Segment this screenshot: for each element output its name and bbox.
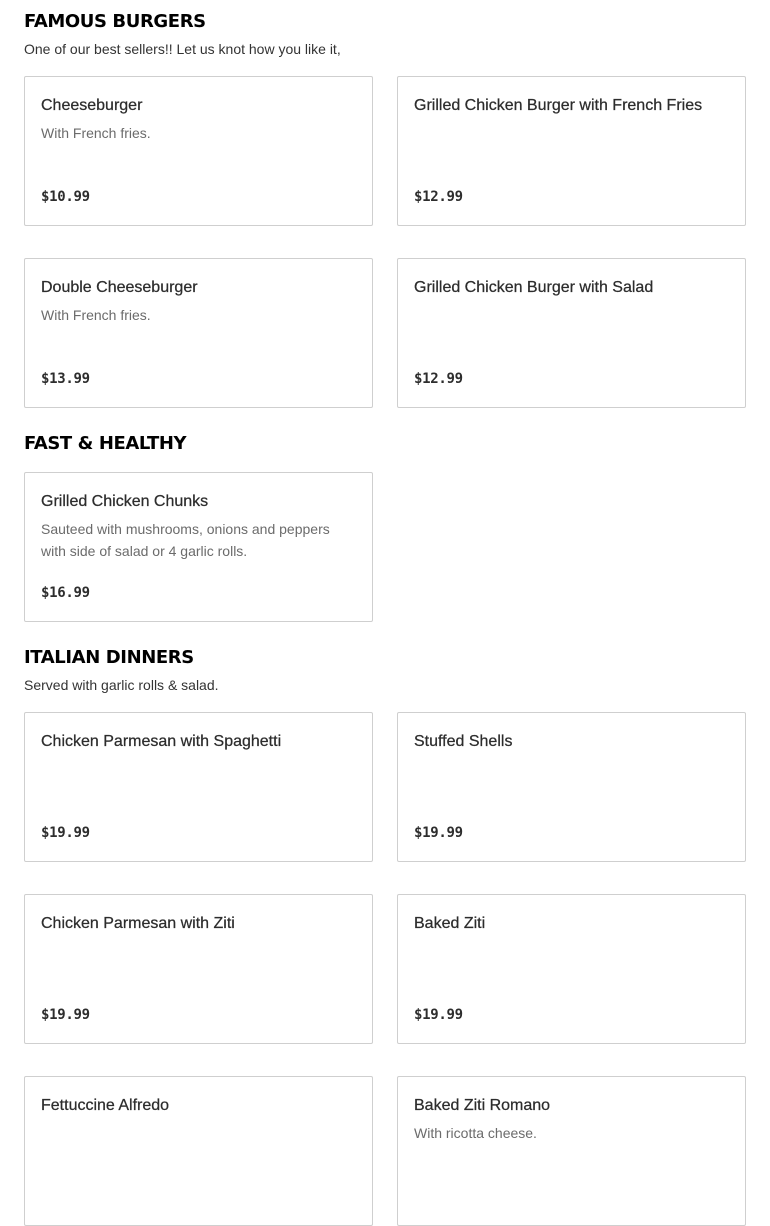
menu-item-price: $19.99 [414,825,463,841]
menu-item-name: Double Cheeseburger [41,279,198,296]
menu-item-name: Chicken Parmesan with Spaghetti [41,733,282,750]
menu-item-name: Fettuccine Alfredo [41,1097,170,1114]
menu-item-name: Baked Ziti Romano [414,1097,551,1114]
menu-item-grid [24,712,746,1226]
menu-item-price: $12.99 [414,371,463,387]
menu-section-italian-dinners [24,647,746,1141]
menu-item-card[interactable] [24,258,373,408]
menu-section-fast-healthy [24,433,746,601]
menu-item-price: $19.99 [414,1007,463,1023]
menu-item-name: Grilled Chicken Chunks [41,493,209,510]
section-title: FAMOUS BURGERS [24,11,206,32]
menu-item-name: Cheeseburger [41,97,143,114]
menu-item-price: $19.99 [41,1007,90,1023]
menu-item-price: $12.99 [414,189,463,205]
menu-item-card[interactable] [24,712,373,862]
section-title: FAST & HEALTHY [24,433,187,454]
menu-item-description: With French fries. [41,307,151,323]
section-description: One of our best sellers!! Let us knot how you like it, [24,41,341,57]
section-description: Served with garlic rolls & salad. [24,677,219,693]
menu-item-price: $10.99 [41,189,90,205]
menu-item-price: $19.99 [41,825,90,841]
menu-item-grid [24,76,746,408]
menu-item-name: Baked Ziti [414,915,486,932]
menu-item-card[interactable] [24,472,373,622]
menu-item-name: Stuffed Shells [414,733,513,750]
menu-item-grid [24,472,746,622]
menu-item-card[interactable] [24,1076,373,1226]
menu-item-description: Sauteed with mushrooms, onions and peppers with side of salad or 4 garlic rolls. [41,521,330,559]
menu-item-description: With ricotta cheese. [414,1125,537,1141]
menu-item-name: Chicken Parmesan with Ziti [41,915,235,932]
menu-item-price: $16.99 [41,585,90,601]
menu-item-description: With French fries. [41,125,151,141]
menu-section-famous-burgers [24,11,746,387]
menu-item-card[interactable] [24,76,373,226]
menu-item-card[interactable] [397,76,746,226]
menu-item-name: Grilled Chicken Burger with French Fries [414,97,703,114]
menu-item-card[interactable] [397,712,746,862]
menu-item-price: $13.99 [41,371,90,387]
menu-item-card[interactable] [397,1076,746,1226]
menu-item-card[interactable] [397,258,746,408]
menu-item-card[interactable] [24,894,373,1044]
menu-item-name: Grilled Chicken Burger with Salad [414,279,654,296]
section-title: ITALIAN DINNERS [24,647,194,668]
menu-item-card[interactable] [397,894,746,1044]
